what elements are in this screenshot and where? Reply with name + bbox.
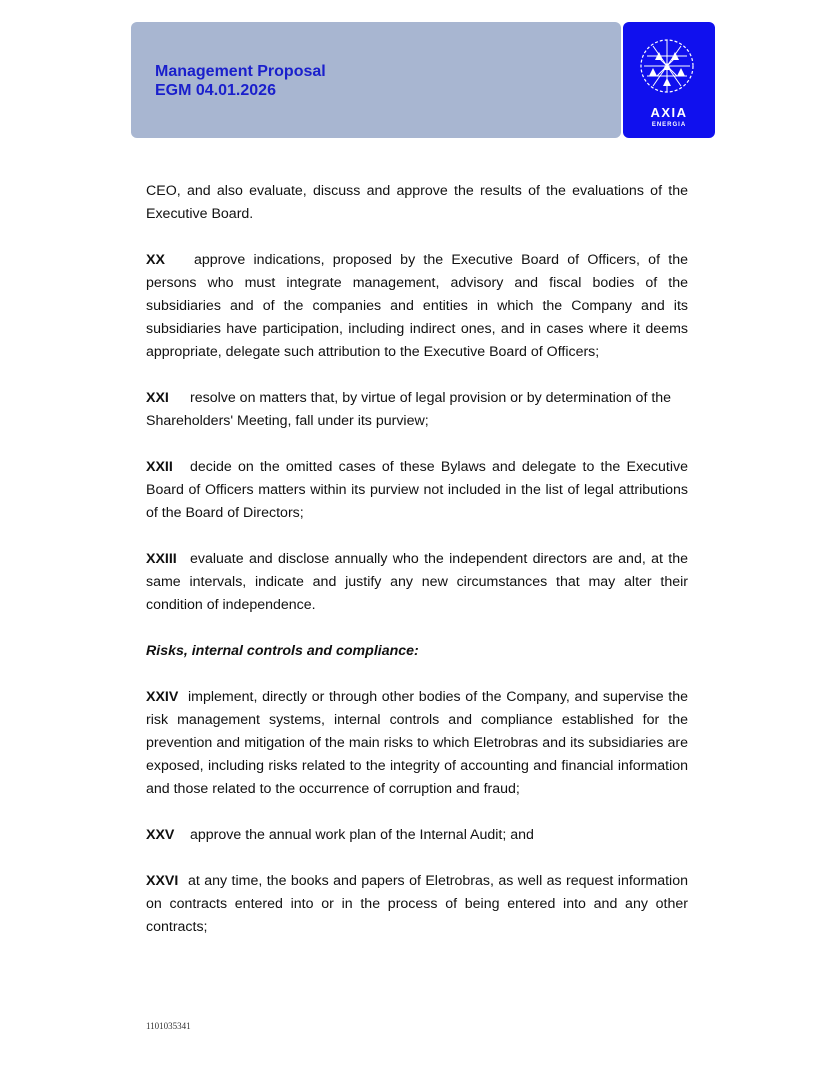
item-text: at any time, the books and papers of Eletrobras, as well as request information on contracts entered into or in the process of being entered into and any other contracts; (146, 873, 688, 935)
item-text: approve the annual work plan of the Internal Audit; and (190, 827, 534, 843)
item-number: XXVI (146, 873, 179, 889)
item-xxiii (146, 548, 688, 617)
title-line-1: Management Proposal (155, 63, 326, 80)
item-number: XXIV (146, 689, 179, 705)
item-number: XXV (146, 827, 175, 843)
item-xxiv (146, 686, 688, 801)
document-code: 1101035341 (146, 1021, 191, 1031)
document-title (155, 62, 326, 100)
item-number: XXIII (146, 551, 177, 567)
logo-subtitle: ENERGIA (651, 122, 687, 128)
section-heading: Risks, internal controls and compliance: (146, 643, 419, 659)
item-number: XXII (146, 459, 173, 475)
document-body (146, 180, 688, 962)
item-text: implement, directly or through other bodies of the Company, and supervise the risk management systems, internal controls and compliance established for the prevention and mitigation of the main risks to which Eletrobras and its subsidiaries are exposed, including risks related to the integrity of accounting and financial information and those related to the occurrence of corruption and fraud; (146, 689, 688, 797)
item-xxvi (146, 870, 688, 939)
item-number: XX (146, 252, 165, 268)
item-xxi (146, 387, 688, 433)
logo-name: AXIA (650, 105, 688, 120)
item-text: decide on the omitted cases of these Bylaws and delegate to the Executive Board of Officers matters within its purview not included in the list of legal attributions of the Board of Directors; (146, 459, 688, 521)
item-text: approve indications, proposed by the Executive Board of Officers, of the persons who must integrate management, advisory and fiscal bodies of the subsidiaries and of the companies and entities in which the Company and its subsidiaries have participation, including indirect ones, and in cases where it deems appropriate, delegate such attribution to the Executive Board of Officers; (146, 252, 688, 360)
item-text: evaluate and disclose annually who the independent directors are and, at the same intervals, indicate and justify any new circumstances that may alter their condition of independence. (146, 551, 688, 613)
item-xx (146, 249, 688, 364)
item-text: resolve on matters that, by virtue of legal provision or by determination of the (190, 390, 672, 406)
item-xxii (146, 456, 688, 525)
title-line-2: EGM 04.01.2026 (155, 82, 276, 99)
item-continuation: Shareholders' Meeting, fall under its purview; (146, 413, 429, 429)
axia-logo (623, 22, 715, 138)
globe-icon (639, 38, 695, 94)
header-band (131, 22, 621, 138)
item-number: XXI (146, 390, 169, 406)
intro-paragraph: CEO, and also evaluate, discuss and approve the results of the evaluations of the Executive Board. (146, 183, 688, 222)
item-xxv (146, 824, 688, 847)
